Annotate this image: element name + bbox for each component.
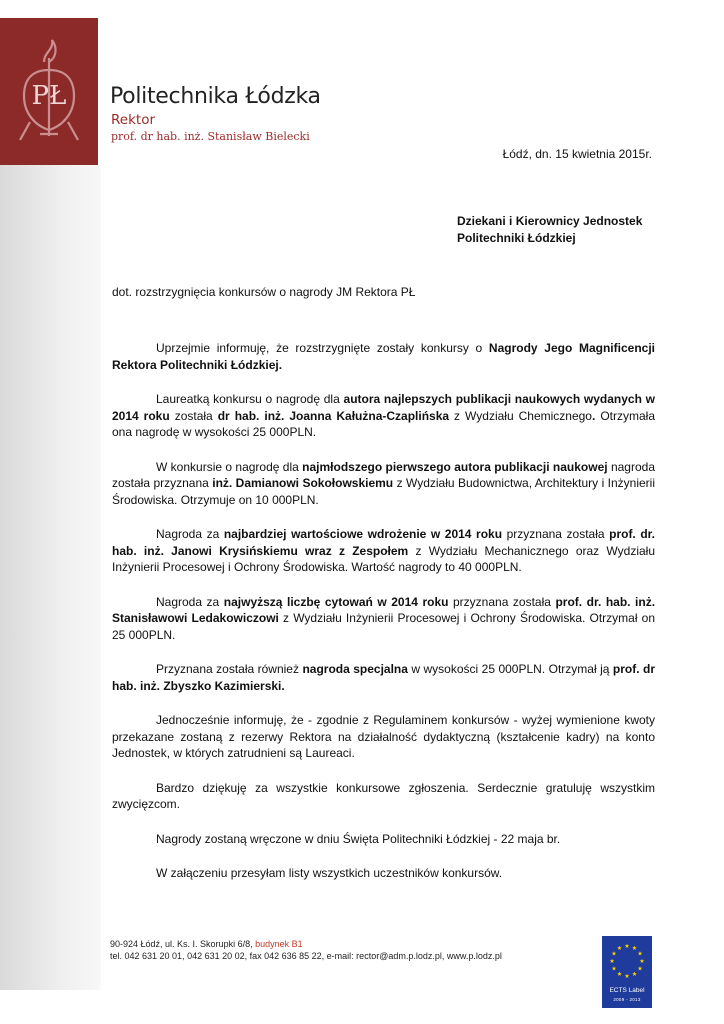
body-paragraph [112, 712, 655, 762]
paragraph-text: z Wydziału Chemicznego [449, 408, 592, 423]
star-icon [617, 972, 622, 976]
star-icon [638, 951, 643, 955]
body-paragraph [112, 526, 655, 576]
emphasis-text: Nagrody Jego Magnificencji Rektora Politechniki Łódzkiej. [112, 341, 655, 372]
sender-name: prof. dr hab. inż. Stanisław Bielecki [111, 130, 310, 143]
paragraph-text: Przyznana została również [156, 662, 303, 676]
organization-name: Politechnika Łódzka [110, 84, 321, 109]
star-icon [640, 959, 645, 963]
paragraph-text: z Wydziału Mechanicznego oraz Wydziału Inżynierii Procesowej i Ochrony Środowiska. Wartość nagrody to 40 000PLN. [112, 543, 655, 574]
ects-years-text: 2009 - 2013 [613, 997, 641, 1002]
star-icon [632, 946, 637, 950]
footer-contact [110, 938, 502, 962]
letter-date: Łódź, dn. 15 kwietnia 2015r. [502, 147, 652, 161]
paragraph-text: Bardzo dziękuję za wszystkie konkursowe zgłoszenia. Serdecznie gratuluję wszystkim zwycięzcom. [112, 780, 655, 811]
body-paragraph [112, 459, 655, 509]
ects-label-text: ECTS Label [609, 987, 645, 994]
logo-letters: PŁ [31, 81, 67, 111]
emphasis-text: inż. Damianowi Sokołowskiemu [212, 476, 394, 490]
emphasis-text: dr hab. inż. Joanna Kałużna-Czaplińska [217, 408, 450, 423]
star-icon [632, 972, 637, 976]
sender-role: Rektor [111, 112, 156, 128]
paragraph-text: Uprzejmie informuję, że rozstrzygnięte zostały konkursy o [156, 341, 489, 355]
body-paragraph [112, 594, 655, 644]
emphasis-text: prof. dr hab. inż. Zbyszko Kazimierski. [112, 662, 655, 693]
star-icon [612, 966, 617, 970]
footer-contact-line: tel. 042 631 20 01, 042 631 20 02, fax 042 636 85 22, e-mail: rector@adm.p.lodz.pl, www.p.lodz.pl [110, 951, 502, 961]
emphasis-text: najmłodszego pierwszego autora publikacji naukowej [302, 459, 608, 474]
paragraph-text: Jednocześnie informuję, że - zgodnie z Regulaminem konkursów - wyżej wymienione kwoty przekazane zostaną z rezerwy Rektora na działalność dydaktyczną (kształcenie kadry) na konto Jednostek, w których zatrudnieni są Laureaci. [112, 713, 655, 760]
star-icon [625, 944, 630, 948]
paragraph-text: Laureatką konkursu o nagrodę dla [156, 392, 344, 406]
emphasis-text: najbardziej wartościowe wdrożenie w 2014 roku [223, 527, 503, 541]
emphasis-text: . [591, 408, 596, 423]
paragraph-text: została [169, 408, 218, 423]
paragraph-text: Nagrody zostaną wręczone w dniu Święta Politechniki Łódzkiej - 22 maja br. [156, 831, 561, 846]
eu-stars-icon [602, 936, 652, 986]
paragraph-text: W konkursie o nagrodę dla [156, 459, 303, 474]
torch-emblem-icon [0, 18, 98, 165]
recipient-line-2: Politechniki Łódzkiej [457, 231, 576, 245]
paragraph-text: z Wydziału Inżynierii Procesowej i Ochrony Środowiska. Otrzymał on 25 000PLN. [112, 611, 655, 642]
footer-building: budynek B1 [255, 939, 303, 949]
body-paragraph [112, 865, 655, 882]
paragraph-text: w wysokości 25 000PLN. Otrzymał ją [407, 662, 613, 676]
emphasis-text: prof. dr. hab. inż. Janowi Krysińskiemu wraz z Zespołem [112, 527, 655, 558]
university-logo [0, 18, 98, 165]
emphasis-text: najwyższą liczbę cytowań w 2014 roku [223, 594, 449, 609]
star-icon [638, 966, 643, 970]
recipient-block [457, 213, 642, 247]
letter-subject: dot. rozstrzygnięcia konkursów o nagrody JM Rektora PŁ [112, 285, 416, 299]
ects-label-badge [602, 936, 652, 1008]
paragraph-text: Nagroda za [156, 527, 224, 541]
star-icon [612, 951, 617, 955]
emphasis-text: autora najlepszych publikacji naukowych wydanych w 2014 roku [112, 392, 655, 423]
letter-body [112, 340, 655, 900]
body-paragraph [112, 340, 655, 373]
paragraph-text: nagroda została przyznana [112, 459, 655, 490]
paragraph-text: W załączeniu przesyłam listy wszystkich uczestników konkursów. [156, 866, 503, 880]
body-paragraph [112, 391, 655, 441]
paragraph-text: z Wydziału Budownictwa, Architektury i Inżynierii Środowiska. Otrzymuje on 10 000PLN. [112, 476, 656, 507]
footer-address-line [110, 938, 502, 950]
body-paragraph [112, 831, 655, 848]
paragraph-text: przyznana została [502, 527, 610, 541]
body-paragraph [112, 661, 655, 694]
star-icon [610, 959, 615, 963]
body-paragraph [112, 780, 655, 813]
star-icon [625, 974, 630, 978]
recipient-line-1: Dziekani i Kierownicy Jednostek [457, 214, 643, 228]
star-icon [617, 946, 622, 950]
footer-address: 90-924 Łódź, ul. Ks. I. Skorupki 6/8, [110, 939, 256, 949]
paragraph-text: Nagroda za [156, 594, 224, 609]
paragraph-text: przyznana została [448, 594, 556, 609]
paragraph-text: Otrzymała ona nagrodę w wysokości 25 000PLN. [112, 408, 655, 439]
emphasis-text: nagroda specjalna [302, 662, 408, 676]
side-decoration-strip [0, 165, 101, 990]
emphasis-text: prof. dr. hab. inż. Stanisławowi Ledakowiczowi [112, 594, 656, 625]
